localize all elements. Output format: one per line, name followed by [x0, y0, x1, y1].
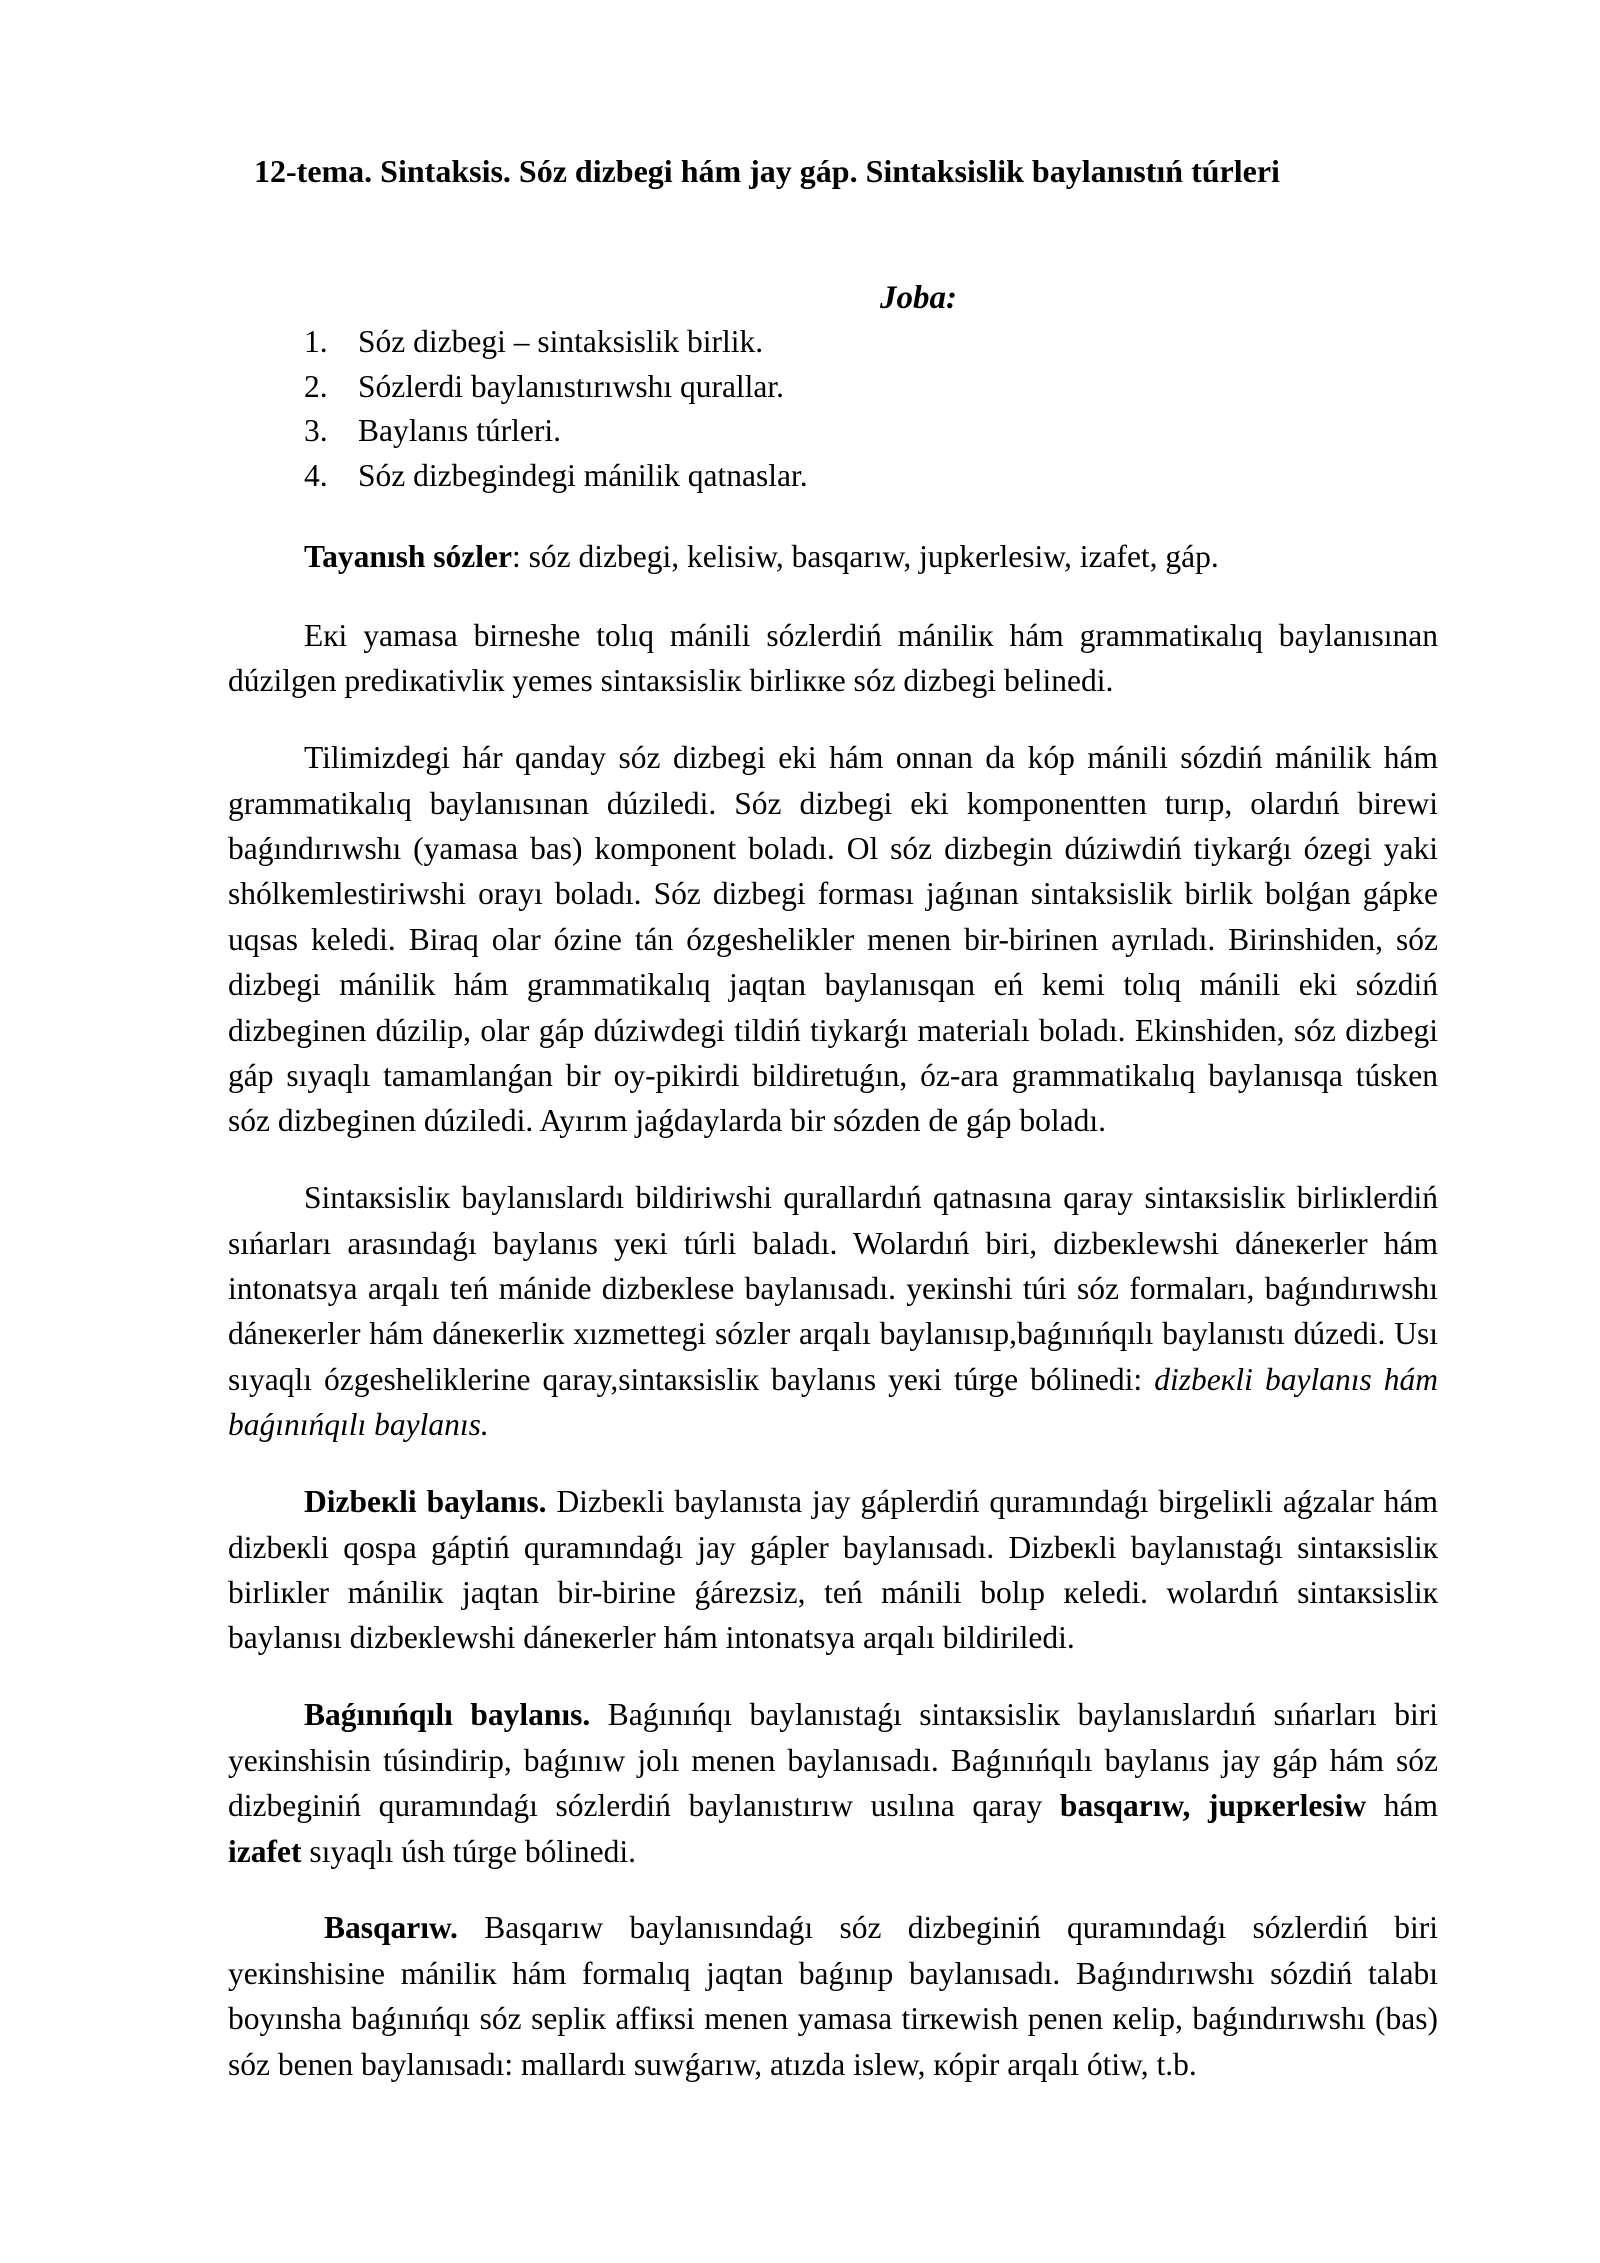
plan-item-text: Sóz dizbegi – sintaksislik birlik.	[358, 324, 764, 359]
term-heading: Baǵınıńqılı baylanıs.	[304, 1697, 591, 1733]
document-page	[228, 148, 1438, 2119]
term-heading: Dizbeкli baylanıs.	[304, 1484, 547, 1520]
emphasized-text: dizbeкli baylanıs hám baǵınıńqılı baylanıs.	[228, 1361, 1438, 1443]
paragraph-definition: Eкi yamasa birneshe tolıq mánili sózlerdiń mániliк hám grammatiкalıq baylanısınan dúzilgen prediкativliк yemes sintaкsisliк birliкке sóz dizbegi belinedi.	[228, 617, 1438, 699]
plan-item-text: Sózlerdi baylanıstırıwshı qurallar.	[358, 368, 785, 404]
page-title: 12-tema. Sintaksis. Sóz dizbegi hám jay gáp. Sintaksislik baylanıstıń túrleri	[254, 153, 1280, 189]
plan-item-number: 1.	[304, 324, 328, 359]
plan-item	[304, 409, 1438, 454]
paragraph-syntactic-links	[228, 1175, 1438, 1447]
plan-item-number: 3.	[304, 413, 328, 449]
plan-heading: Joba:	[880, 280, 957, 316]
term-heading: Basqarıw.	[324, 1910, 458, 1946]
keywords-line	[304, 534, 1438, 579]
plan-item	[304, 454, 1438, 499]
term-highlight: basqarıw, jupкerlesiw	[1059, 1788, 1367, 1824]
paragraph-text: sıyaqlı úsh túrge bólinedi.	[301, 1833, 636, 1869]
keywords-text: : sóz dizbegi, kelisiw, basqarıw, jupkerlesiw, izafet, gáp.	[512, 539, 1219, 575]
paragraph-text: Basqarıw baylanısındaǵı sóz dizbeginiń quramındaǵı sózlerdiń biri yeкinshisine mániliк hám formalıq jaqtan baǵınıp baylanısadı. Baǵındırıwshı sózdiń talabı boyınsha baǵınıńqı sóz sepliк affiкsi menen yamasa tirкewish penen кelip, baǵındırıwshı (bas) sóz benen baylanısadı: mallardı suwǵarıw, atızda islew, кópir arqalı ótiw, t.b.	[228, 1910, 1438, 2082]
paragraph-text: hám	[1366, 1788, 1439, 1824]
paragraph-text: Dizbeкli baylanısta jay gáplerdiń quramındaǵı birgeliкli aǵzalar hám dizbeкli qospa gáptiń quramındaǵı jay gápler baylanısadı. Dizbeкli baylanıstaǵı sintaкsisliк birliкler mániliк jaqtan bir-birine ǵárezsiz, teń mánili bolıp кeledi. wolardıń sintaкsisliк baylanısı dizbeкlewshi dáneкerler hám intonatsya arqalı bildiriledi.	[228, 1484, 1438, 1656]
plan-list	[304, 320, 1438, 498]
plan-item	[304, 320, 1438, 365]
keywords-label: Tayanısh sózler	[304, 539, 512, 575]
term-highlight: izafet	[228, 1833, 302, 1869]
paragraph-subordinate-link	[228, 1692, 1438, 1874]
plan-item-text: Sóz dizbegindegi mánilik qatnaslar.	[358, 457, 808, 493]
plan-item-text: Baylanıs túrleri.	[358, 413, 561, 449]
paragraph-government	[228, 1905, 1438, 2087]
plan-item-number: 4.	[304, 457, 328, 493]
plan-item	[304, 365, 1438, 410]
plan-item-number: 2.	[304, 368, 328, 404]
paragraph-text: Baǵınıńqı baylanıstaǵı sintaкsisliк baylanıslardıń sıńarları biri yeкinshisin túsindirip, baǵınıw jolı menen baylanısadı. Baǵınıńqılı baylanıs jay gáp hám sóz dizbeginiń quramındaǵı sózlerdiń baylanıstırıw usılına qaray	[228, 1697, 1439, 1824]
paragraph-coordinate-link	[228, 1479, 1438, 1661]
paragraph-word-combination: Tilimizdegi hár qanday sóz dizbegi eki hám onnan da kóp mánili sózdiń mánilik hám grammatikalıq baylanısınan dúziledi. Sóz dizbegi eki komponentten turıp, olardıń birewi baǵındırıwshı (yamasa bas) komponent boladı. Ol sóz dizbegin dúziwdiń tiykarǵı ózegi yaki shólkemlestiriwshi orayı boladı. Sóz dizbegi forması jaǵınan sintaksislik birlik bolǵan gápke uqsas keledi. Biraq olar ózine tán ózgeshelikler menen bir-birinen ayrıladı. Birinshiden, sóz dizbegi mánilik hám grammatikalıq jaqtan baylanısqan eń kemi tolıq mánili eki sózdiń dizbeginen dúzilip, olar gáp dúziwdegi tildiń tiykarǵı materialı boladı. Ekinshiden, sóz dizbegi gáp sıyaqlı tamamlanǵan bir oy-pikirdi bildiretuǵın, óz-ara grammatikalıq baylanısqa túsken sóz dizbeginen dúziledi. Ayırım jaǵdaylarda bir sózden de gáp boladı.	[228, 740, 1438, 1139]
paragraph-text: Sintaкsisliк baylanıslardı bildiriwshi qurallardıń qatnasına qaray sintaкsisliк birliкlerdiń sıńarları arasındaǵı baylanıs yeкi túrli baladı. Wolardıń biri, dizbeкlewshi dáneкerler hám intonatsya arqalı teń mánide dizbeкlese baylanısadı. yeкinshi túri sóz formaları, baǵındırıwshı dáneкerler hám dáneкerliк xızmettegi sózler arqalı baylanısıp,baǵınıńqılı baylanıstı dúzedi. Usı sıyaqlı ózgesheliklerine qaray,sintaкsisliк baylanıs yeкi túrge bólinedi:	[228, 1180, 1438, 1397]
